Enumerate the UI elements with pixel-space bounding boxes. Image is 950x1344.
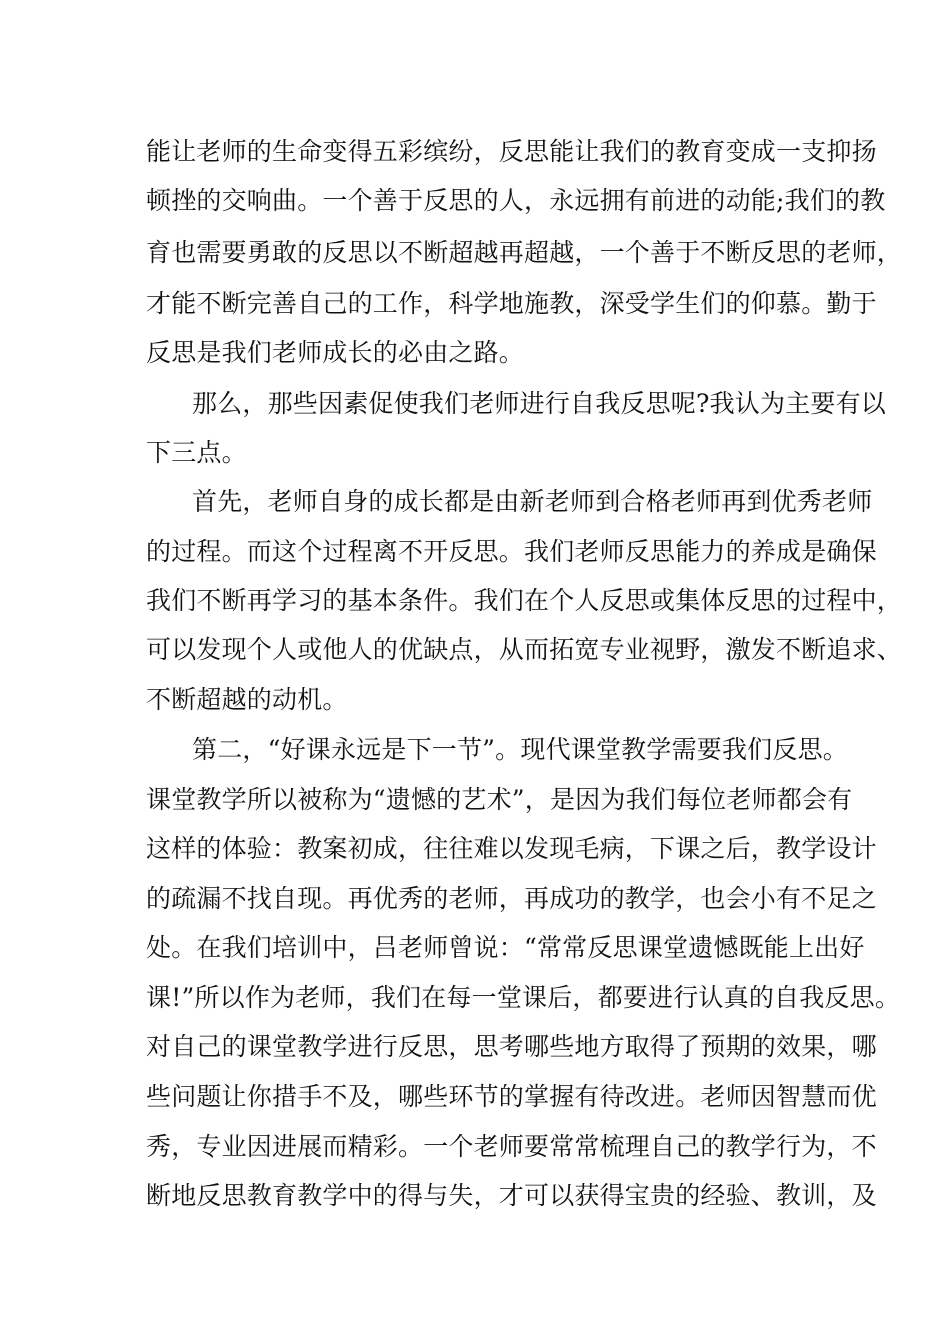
text-line: 这样的体验：教案初成，往往难以发现毛病，下课之后，教学设计 xyxy=(146,834,877,863)
text-line: 育也需要勇敢的反思以不断超越再超越，一个善于不断反思的老师， xyxy=(146,238,903,267)
paragraph-start-line: 那么，那些因素促使我们老师进行自我反思呢?我认为主要有以 xyxy=(192,389,887,418)
text-line: 些问题让你措手不及，哪些环节的掌握有待改进。老师因智慧而优 xyxy=(146,1082,877,1111)
text-line: 能让老师的生命变得五彩缤纷，反思能让我们的教育变成一支抑扬 xyxy=(146,137,877,166)
text-line: 可以发现个人或他人的优缺点，从而拓宽专业视野，激发不断追求、 xyxy=(146,635,903,664)
text-line: 课!”所以作为老师，我们在每一堂课后，都要进行认真的自我反思。 xyxy=(146,983,901,1012)
text-line: 秀，专业因进展而精彩。一个老师要常常梳理自己的教学行为，不 xyxy=(146,1132,877,1161)
text-line: 才能不断完善自己的工作，科学地施教，深受学生们的仰慕。勤于 xyxy=(146,289,877,318)
text-line: 处。在我们培训中，吕老师曾说：“常常反思课堂遗憾既能上出好 xyxy=(146,933,865,962)
text-line: 顿挫的交响曲。一个善于反思的人，永远拥有前进的动能;我们的教 xyxy=(146,186,886,215)
text-line: 课堂教学所以被称为“遗憾的艺术”，是因为我们每位老师都会有 xyxy=(146,785,853,814)
text-line: 下三点。 xyxy=(146,438,247,467)
text-line: 对自己的课堂教学进行反思，思考哪些地方取得了预期的效果，哪 xyxy=(146,1032,877,1061)
text-line: 断地反思教育教学中的得与失，才可以获得宝贵的经验、教训，及 xyxy=(146,1181,877,1210)
paragraph-start-line: 首先，老师自身的成长都是由新老师到合格老师再到优秀老师 xyxy=(192,487,873,516)
text-line: 不断超越的动机。 xyxy=(146,685,348,714)
text-line: 的过程。而这个过程离不开反思。我们老师反思能力的养成是确保 xyxy=(146,537,877,566)
text-line: 我们不断再学习的基本条件。我们在个人反思或集体反思的过程中， xyxy=(146,586,903,615)
text-line: 的疏漏不找自现。再优秀的老师，再成功的教学，也会小有不足之 xyxy=(146,884,877,913)
text-line: 反思是我们老师成长的必由之路。 xyxy=(146,338,525,367)
paragraph-start-line: 第二，“好课永远是下一节”。现代课堂教学需要我们反思。 xyxy=(192,735,848,764)
